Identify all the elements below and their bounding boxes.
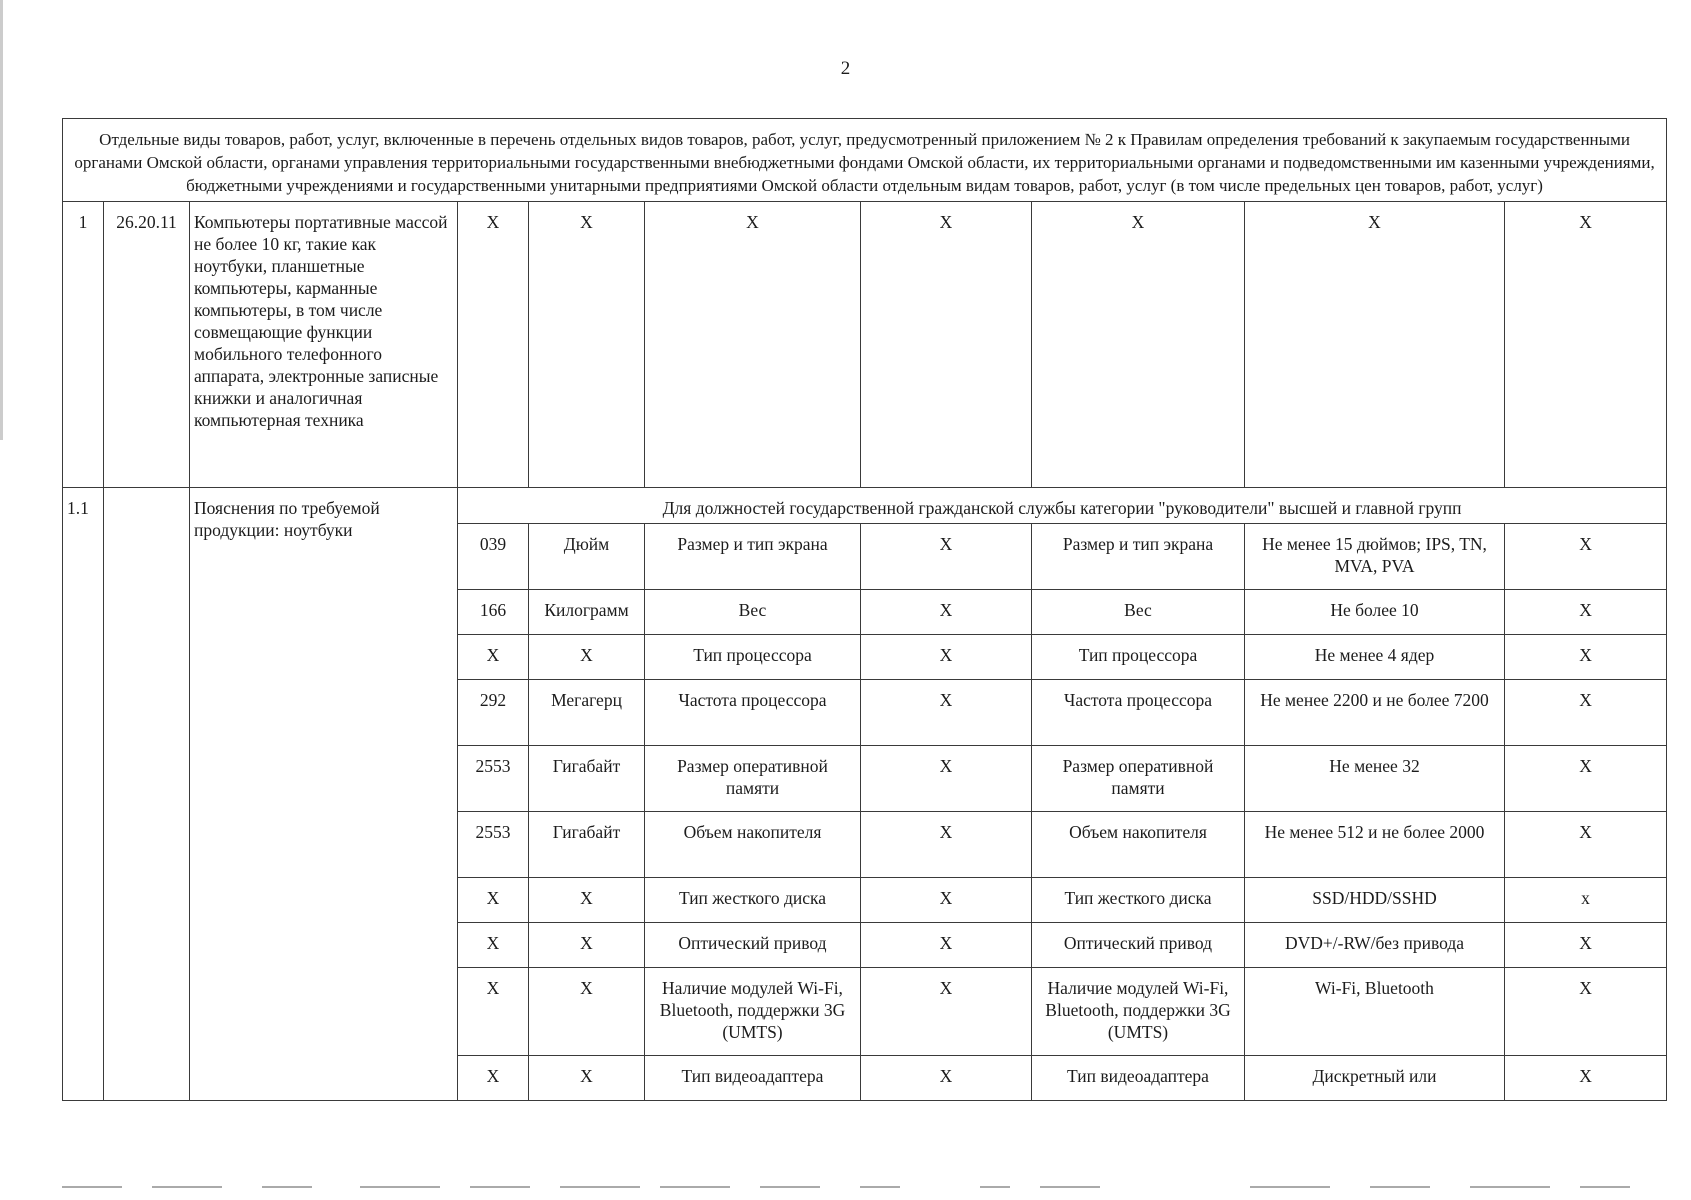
characteristic: Частота процессора (1032, 680, 1245, 746)
okei-code: 292 (458, 680, 529, 746)
characteristic: Оптический привод (645, 923, 861, 968)
value-cell: X (1505, 524, 1667, 590)
intro-heading: Отдельные виды товаров, работ, услуг, включенные в перечень отдельных видов товаров, работ, услуг, предусмотренный приложением № 2 к Правилам определения требований к закупаемым государственными органами Омской области, органами управления территориальными государственными внебюджетными фондами Омской области, их территориальными органами и подведомственными им казенными учреждениями, бюджетными учреждениями и государственными унитарными предприятиями Омской области отдельным видам товаров, работ, услуг (в том числе предельных цен товаров, работ, услуг) (63, 119, 1667, 202)
value-cell: Не менее 4 ядер (1245, 635, 1505, 680)
value-cell: X (861, 680, 1032, 746)
characteristic: Размер и тип экрана (645, 524, 861, 590)
okei-code: X (458, 635, 529, 680)
value-cell: Не менее 2200 и не более 7200 (1245, 680, 1505, 746)
item-number: 1 (63, 202, 104, 488)
okei-code: 166 (458, 590, 529, 635)
value-cell: X (1505, 680, 1667, 746)
value-cell: Не менее 32 (1245, 746, 1505, 812)
unit-name: Килограмм (529, 590, 645, 635)
unit-name: X (529, 878, 645, 923)
mark-cell: X (458, 202, 529, 488)
value-cell: DVD+/-RW/без привода (1245, 923, 1505, 968)
value-cell: X (861, 812, 1032, 878)
value-cell: X (1505, 812, 1667, 878)
mark-cell: X (861, 202, 1032, 488)
okei-code: X (458, 1056, 529, 1101)
characteristic: Тип жесткого диска (1032, 878, 1245, 923)
characteristic: Наличие модулей Wi-Fi, Bluetooth, поддержки 3G (UMTS) (645, 968, 861, 1056)
characteristic: Оптический привод (1032, 923, 1245, 968)
unit-name: X (529, 968, 645, 1056)
value-cell: SSD/HDD/SSHD (1245, 878, 1505, 923)
value-cell: X (861, 590, 1032, 635)
item-name: Компьютеры портативные массой не более 10 кг, такие как ноутбуки, планшетные компьютеры, карманные компьютеры, в том числе совмещающие функции мобильного телефонного аппарата, электронные записные книжки и аналогичная компьютерная техника (190, 202, 458, 488)
value-cell: X (861, 746, 1032, 812)
value-cell: Дискретный или (1245, 1056, 1505, 1101)
value-cell: X (861, 524, 1032, 590)
unit-name: X (529, 1056, 645, 1101)
mark-cell: X (645, 202, 861, 488)
characteristic: Тип процессора (645, 635, 861, 680)
value-cell: X (861, 1056, 1032, 1101)
value-cell: X (861, 923, 1032, 968)
okpd-code: 26.20.11 (104, 202, 190, 488)
unit-name: Гигабайт (529, 812, 645, 878)
mark-cell: X (1505, 202, 1667, 488)
characteristic: Объем накопителя (645, 812, 861, 878)
okei-code: 2553 (458, 812, 529, 878)
value-cell: Wi-Fi, Bluetooth (1245, 968, 1505, 1056)
characteristic: Размер оперативной памяти (645, 746, 861, 812)
okei-code: X (458, 878, 529, 923)
item-number: 1.1 (63, 488, 104, 1101)
scan-artifacts (0, 1186, 1691, 1190)
unit-name: X (529, 635, 645, 680)
value-cell: X (1505, 968, 1667, 1056)
unit-name: Гигабайт (529, 746, 645, 812)
value-cell: Не менее 15 дюймов; IPS, TN, MVA, PVA (1245, 524, 1505, 590)
characteristic: Тип жесткого диска (645, 878, 861, 923)
value-cell: X (1505, 1056, 1667, 1101)
value-cell: Не менее 512 и не более 2000 (1245, 812, 1505, 878)
characteristic: Наличие модулей Wi-Fi, Bluetooth, поддержки 3G (UMTS) (1032, 968, 1245, 1056)
item-row-1 (63, 202, 1667, 488)
value-cell: X (1505, 746, 1667, 812)
okei-code: X (458, 923, 529, 968)
characteristic: Вес (645, 590, 861, 635)
group-header: Для должностей государственной гражданской службы категории "руководители" высшей и главной групп (458, 488, 1667, 524)
value-cell: X (1505, 923, 1667, 968)
value-cell: X (861, 878, 1032, 923)
mark-cell: X (529, 202, 645, 488)
okei-code: X (458, 968, 529, 1056)
characteristic: Объем накопителя (1032, 812, 1245, 878)
characteristic: Тип видеоадаптера (645, 1056, 861, 1101)
okpd-code (104, 488, 190, 1101)
unit-name: X (529, 923, 645, 968)
unit-name: Дюйм (529, 524, 645, 590)
scan-edge (0, 0, 3, 1200)
characteristic: Размер оперативной памяти (1032, 746, 1245, 812)
item-name: Пояснения по требуемой продукции: ноутбуки (190, 488, 458, 1101)
unit-name: Мегагерц (529, 680, 645, 746)
characteristic: Вес (1032, 590, 1245, 635)
characteristic: Тип видеоадаптера (1032, 1056, 1245, 1101)
value-cell: X (1505, 590, 1667, 635)
characteristic: Размер и тип экрана (1032, 524, 1245, 590)
page-number: 2 (840, 58, 851, 79)
value-cell: X (861, 968, 1032, 1056)
characteristic: Частота процессора (645, 680, 861, 746)
mark-cell: X (1245, 202, 1505, 488)
value-cell: x (1505, 878, 1667, 923)
requirements-table (62, 118, 1667, 1101)
mark-cell: X (1032, 202, 1245, 488)
value-cell: X (861, 635, 1032, 680)
characteristic: Тип процессора (1032, 635, 1245, 680)
okei-code: 2553 (458, 746, 529, 812)
value-cell: X (1505, 635, 1667, 680)
value-cell: Не более 10 (1245, 590, 1505, 635)
okei-code: 039 (458, 524, 529, 590)
